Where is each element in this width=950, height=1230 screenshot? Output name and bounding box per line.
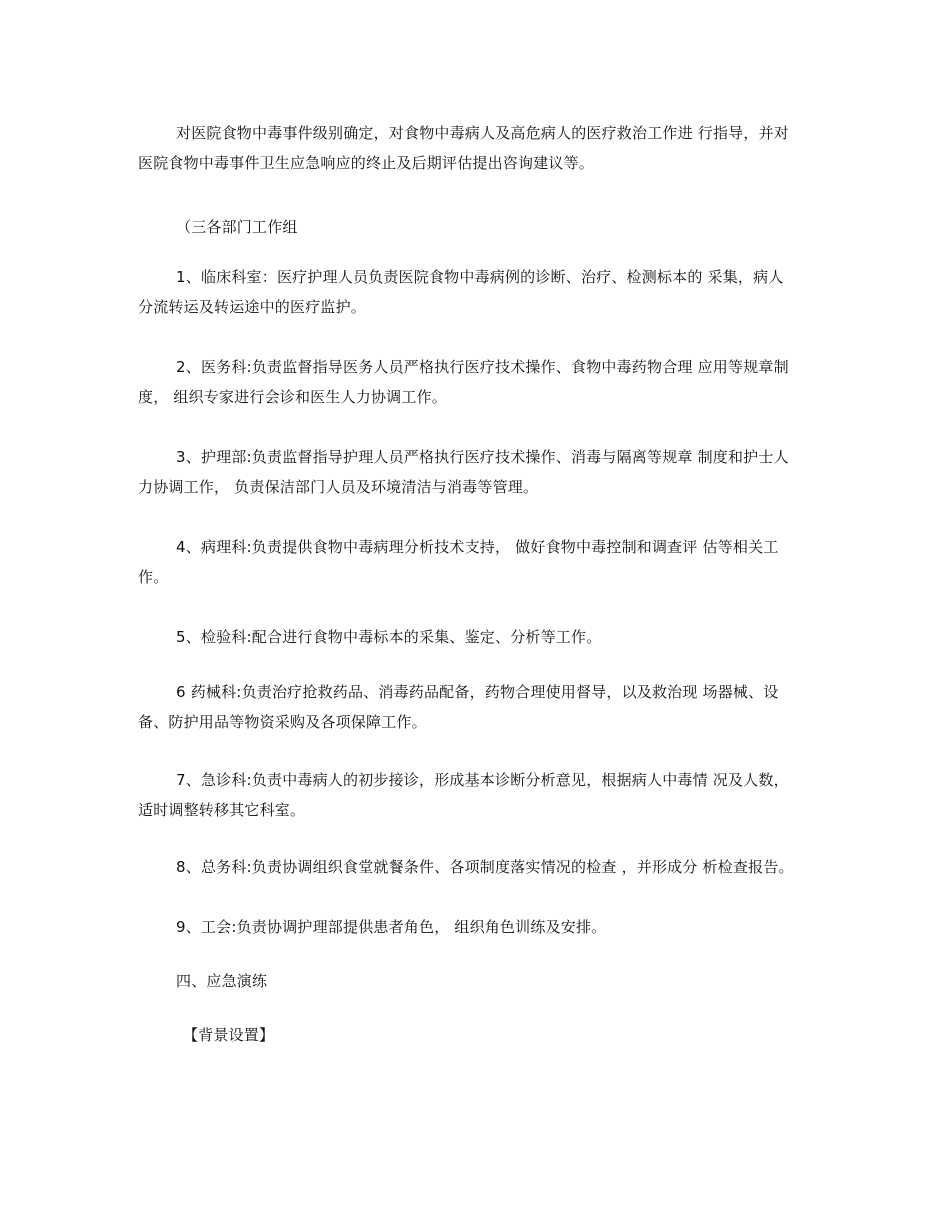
- item-1-paragraph: 1、临床科室：医疗护理人员负责医院食物中毒病例的诊断、治疗、检测标本的 采集，病人分流转运及转运途中的医疗监护。: [138, 268, 784, 316]
- item-4-paragraph: 4、病理科:负责提供食物中毒病理分析技术支持， 做好食物中毒控制和调查评 估等相关工作。: [138, 538, 779, 586]
- section-three-heading: （三各部门工作组: [176, 218, 298, 236]
- item-9-paragraph: 9、工会:负责协调护理部提供患者角色， 组织角色训练及安排。: [176, 918, 607, 936]
- item-8-paragraph: 8、总务科:负责协调组织食堂就餐条件、各项制度落实情况的检查 ，并形成分 析检查报告。: [176, 858, 794, 876]
- intro-paragraph: 对医院食物中毒事件级别确定，对食物中毒病人及高危病人的医疗救治工作进 行指导，并对医院食物中毒事件卫生应急响应的终止及后期评估提出咨询建议等。: [138, 124, 789, 172]
- section-four-heading: 四、应急演练: [176, 972, 268, 990]
- background-setting-heading: 【背景设置】: [183, 1026, 275, 1044]
- item-2-paragraph: 2、医务科:负责监督指导医务人员严格执行医疗技术操作、食物中毒药物合理 应用等规章制度， 组织专家进行会诊和医生人力协调工作。: [138, 358, 789, 406]
- item-3-paragraph: 3、护理部:负责监督指导护理人员严格执行医疗技术操作、消毒与隔离等规章 制度和护士人力协调工作， 负责保洁部门人员及环境清洁与消毒等管理。: [138, 448, 789, 496]
- item-5-paragraph: 5、检验科:配合进行食物中毒标本的采集、鉴定、分析等工作。: [176, 628, 602, 646]
- item-7-paragraph: 7、急诊科:负责中毒病人的初步接诊，形成基本诊断分析意见，根据病人中毒情 况及人数，适时调整转移其它科室。: [138, 771, 789, 819]
- item-6-paragraph: 6 药械科:负责治疗抢救药品、消毒药品配备，药物合理使用督导，以及救治现 场器械、设备、防护用品等物资采购及各项保障工作。: [138, 683, 779, 731]
